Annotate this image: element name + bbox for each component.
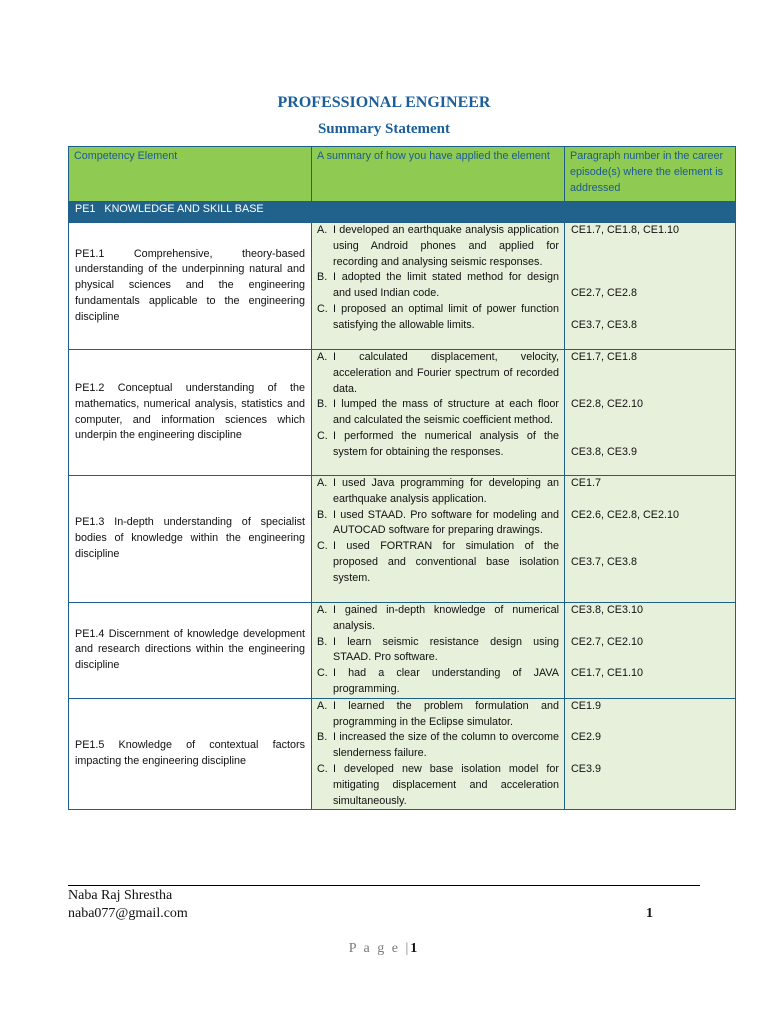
summary-cell (312, 350, 565, 476)
summary-cell (312, 698, 565, 810)
item-text: I adopted the limit stated method for design and used Indian code. (333, 271, 559, 300)
header-paragraph-number: Paragraph number in the career episode(s) where the element is addressed (565, 147, 736, 202)
competency-element-cell: PE1.3 In-depth understanding of specialist bodies of knowledge within the engineering discipline (69, 476, 312, 603)
paragraph-reference: CE2.7, CE2.8 (571, 287, 638, 300)
summary-item (317, 699, 559, 731)
paragraph-cell (565, 350, 736, 476)
footer-number: 1 (646, 906, 653, 921)
paragraph-reference: CE3.7, CE3.8 (571, 556, 638, 568)
item-label: C. (317, 667, 328, 680)
competency-element-cell: PE1.2 Conceptual understanding of the mathematics, numerical analysis, statistics and computer, and information sciences which underpin the engineering discipline (69, 350, 312, 476)
item-text: I increased the size of the column to overcome slenderness failure. (333, 731, 559, 760)
paragraph-reference: CE3.8, CE3.9 (571, 445, 638, 458)
competency-element-cell: PE1.1 Comprehensive, theory-based understanding of the underpinning natural and physical sciences and the engineering fundamentals applicable to the engineering discipline (69, 223, 312, 350)
paragraph-reference: CE3.8, CE3.10 (571, 604, 644, 616)
paragraph-cell (565, 476, 736, 603)
section-title: PE1 KNOWLEDGE AND SKILL BASE (69, 202, 736, 223)
summary-item (317, 350, 559, 397)
table-row (69, 698, 736, 810)
footer-author-name: Naba Raj Shrestha (68, 888, 173, 903)
paragraph-reference: CE1.7, CE1.8, CE1.10 (571, 224, 680, 236)
paragraph-cell (565, 603, 736, 699)
table-row (69, 603, 736, 699)
paragraph-reference: CE1.7 (571, 477, 602, 489)
item-text: I used STAAD. Pro software for modeling and AUTOCAD software for preparing drawings. (333, 508, 559, 537)
paragraph-reference: CE2.7, CE2.10 (571, 635, 644, 648)
paragraph-reference: CE1.9 (571, 699, 602, 712)
item-text: I proposed an optimal limit of power function satisfying the allowable limits. (333, 302, 559, 331)
summary-cell (312, 476, 565, 603)
summary-item (317, 302, 559, 334)
summary-item (317, 508, 559, 540)
item-label: B. (317, 271, 328, 284)
competency-table (68, 146, 736, 810)
item-label: A. (317, 699, 328, 712)
item-label: C. (317, 429, 328, 442)
item-text: I gained in-depth knowledge of numerical analysis. (333, 604, 559, 632)
page-label: P a g e | (348, 941, 411, 956)
footer-email: naba077@gmail.com (68, 906, 188, 921)
item-label: A. (317, 224, 328, 236)
table-row (69, 223, 736, 350)
summary-item (317, 539, 559, 586)
item-text: I developed new base isolation model for mitigating displacement and acceleration simultaneously. (333, 762, 559, 807)
summary-item (317, 270, 559, 302)
item-label: B. (317, 508, 328, 521)
paragraph-reference: CE3.7, CE3.8 (571, 318, 638, 331)
item-text: I developed an earthquake analysis application using Android phones and applied for recording and analysing seismic responses. (333, 224, 559, 268)
summary-item (317, 476, 559, 508)
item-text: I calculated displacement, velocity, acceleration and Fourier spectrum of recorded data. (333, 351, 559, 395)
section-row (69, 202, 736, 223)
item-label: C. (317, 302, 328, 315)
item-text: I performed the numerical analysis of the system for obtaining the responses. (333, 429, 559, 458)
summary-item (317, 762, 559, 809)
header-competency-element: Competency Element (69, 147, 312, 202)
item-label: B. (317, 398, 328, 411)
summary-item (317, 603, 559, 635)
page-number: 1 (410, 941, 420, 956)
paragraph-reference: CE1.7, CE1.10 (571, 667, 644, 680)
item-label: A. (317, 351, 328, 363)
competency-element-cell: PE1.5 Knowledge of contextual factors impacting the engineering discipline (69, 698, 312, 810)
table-row (69, 476, 736, 603)
item-label: A. (317, 604, 328, 616)
summary-item (317, 635, 559, 667)
summary-cell (312, 603, 565, 699)
paragraph-reference: CE2.8, CE2.10 (571, 398, 644, 411)
item-text: I lumped the mass of structure at each floor and calculated the seismic coefficient method. (333, 398, 559, 427)
document-subtitle: Summary Statement (317, 121, 451, 137)
item-label: C. (317, 540, 328, 553)
item-label: B. (317, 635, 328, 648)
summary-item (317, 429, 559, 461)
paragraph-reference: CE2.6, CE2.8, CE2.10 (571, 508, 680, 521)
summary-item (317, 730, 559, 762)
footer-divider (68, 885, 700, 886)
item-label: B. (317, 731, 328, 744)
paragraph-reference: CE1.7, CE1.8 (571, 351, 638, 363)
item-text: I had a clear understanding of JAVA programming. (333, 667, 559, 695)
paragraph-cell (565, 223, 736, 350)
item-label: A. (317, 477, 328, 489)
paragraph-reference: CE2.9 (571, 731, 602, 744)
document-title: PROFESSIONAL ENGINEER (277, 94, 491, 111)
summary-item (317, 397, 559, 429)
competency-element-cell: PE1.4 Discernment of knowledge development and research directions within the engineering discipline (69, 603, 312, 699)
item-text: I learned the problem formulation and programming in the Eclipse simulator. (333, 699, 559, 728)
header-summary: A summary of how you have applied the element (312, 147, 565, 202)
item-text: I learn seismic resistance design using STAAD. Pro software. (333, 635, 559, 664)
paragraph-reference: CE3.9 (571, 762, 602, 775)
summary-item (317, 666, 559, 698)
table-header-row (69, 147, 736, 202)
table-row (69, 350, 736, 476)
page-indicator (0, 941, 768, 957)
paragraph-cell (565, 698, 736, 810)
item-text: I used Java programming for developing an earthquake analysis application. (333, 477, 559, 505)
table-body (69, 223, 736, 810)
summary-item (317, 223, 559, 270)
summary-cell (312, 223, 565, 350)
item-text: I used FORTRAN for simulation of the proposed and conventional base isolation system. (333, 540, 559, 584)
item-label: C. (317, 762, 328, 775)
